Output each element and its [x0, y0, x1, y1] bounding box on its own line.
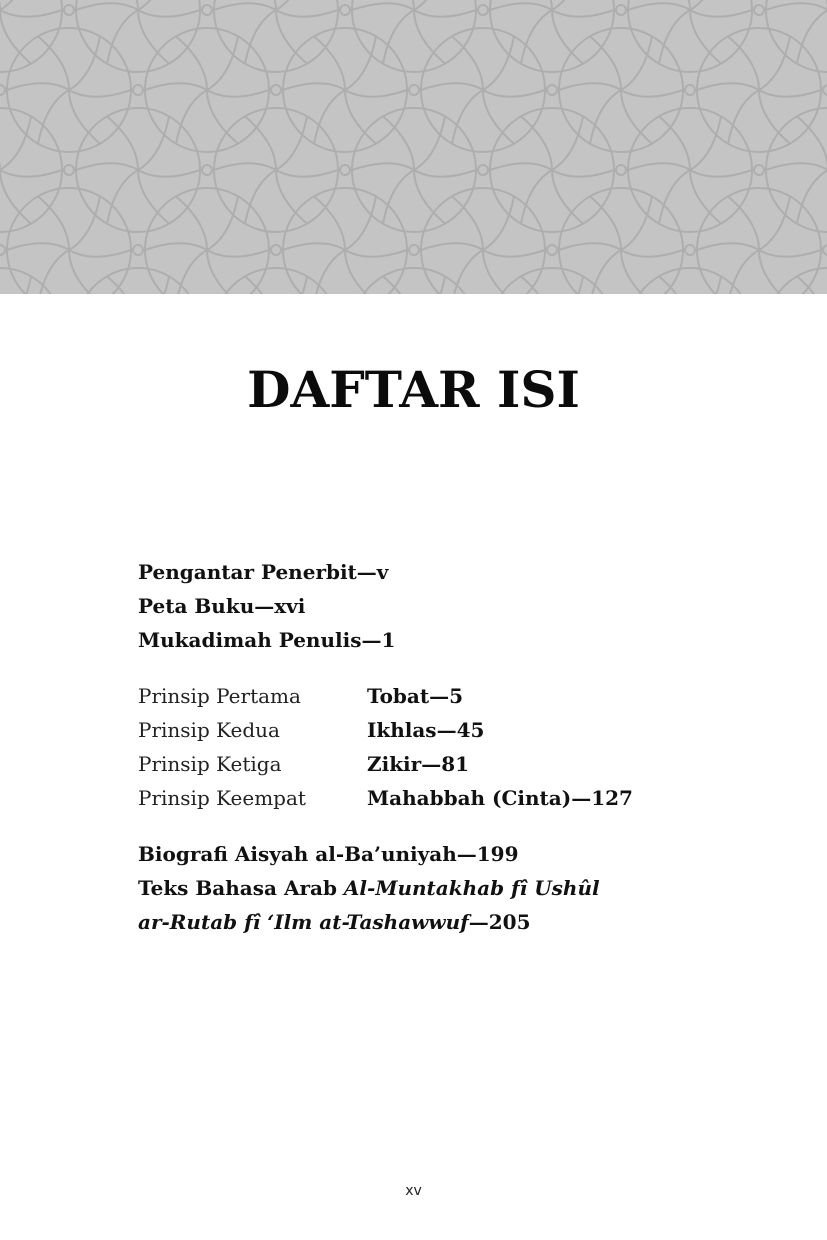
- principle-label: Prinsip Ketiga: [138, 752, 282, 776]
- principle-topic: Mahabbah (Cinta)—127: [367, 786, 633, 810]
- principles-list: [138, 679, 698, 815]
- pattern-dot: [616, 165, 626, 175]
- pattern-dot: [685, 245, 695, 255]
- front-matter-list: [138, 555, 698, 657]
- pattern-star: [766, 0, 827, 72]
- pattern-dot: [823, 245, 827, 255]
- toc-row-principle-2: [138, 713, 698, 747]
- geometric-pattern: [0, 0, 827, 294]
- pattern-dot: [202, 5, 212, 15]
- pattern-dot: [616, 5, 626, 15]
- pattern-dot: [409, 85, 419, 95]
- toc-row-principle-3: [138, 747, 698, 781]
- toc-entry-teks-arab-cont: [138, 905, 698, 939]
- pattern-dot: [685, 85, 695, 95]
- pattern-dot: [754, 5, 764, 15]
- pattern-dot: [202, 165, 212, 175]
- decorative-pattern-banner: [0, 0, 827, 294]
- pattern-dot: [64, 165, 74, 175]
- toc-row-principle-1: [138, 679, 698, 713]
- pattern-star: [76, 0, 200, 72]
- pattern-star: [0, 268, 62, 294]
- arabic-text-title-line1: Al-Muntakhab fî Ushûl: [343, 876, 600, 900]
- pattern-dot: [478, 165, 488, 175]
- arabic-text-page: —205: [468, 910, 531, 934]
- toc-entry-teks-arab: [138, 871, 698, 905]
- pattern-star: [766, 108, 827, 232]
- pattern-dot: [133, 85, 143, 95]
- arabic-text-title-line2: ar-Rutab fî ‘Ilm at-Tashawwuf: [138, 910, 469, 934]
- pattern-dot: [340, 5, 350, 15]
- pattern-star: [214, 0, 338, 72]
- page-number: xv: [405, 1183, 422, 1199]
- toc-entry-biografi: Biografi Aisyah al-Ba’uniyah—199: [138, 842, 519, 866]
- toc-entry-peta-buku: Peta Buku—xvi: [138, 594, 306, 618]
- pattern-dot: [0, 245, 5, 255]
- toc-entry-pengantar: Pengantar Penerbit—v: [138, 560, 389, 584]
- pattern-dot: [64, 5, 74, 15]
- pattern-dot: [271, 245, 281, 255]
- back-matter-list: [138, 837, 698, 939]
- pattern-dot: [271, 85, 281, 95]
- pattern-dot: [340, 165, 350, 175]
- pattern-dot: [823, 85, 827, 95]
- pattern-dot: [133, 245, 143, 255]
- principle-label: Prinsip Keempat: [138, 786, 306, 810]
- pattern-dot: [547, 245, 557, 255]
- pattern-dot: [409, 245, 419, 255]
- toc-row-principle-4: [138, 781, 698, 815]
- pattern-star: [0, 0, 62, 72]
- toc-entry-mukadimah: Mukadimah Penulis—1: [138, 628, 396, 652]
- principle-topic: Zikir—81: [367, 752, 470, 776]
- pattern-dot: [478, 5, 488, 15]
- pattern-dot: [0, 85, 5, 95]
- pattern-dot: [754, 165, 764, 175]
- principle-topic: Tobat—5: [367, 684, 464, 708]
- page-title: DAFTAR ISI: [247, 360, 580, 419]
- pattern-star: [628, 0, 752, 72]
- principle-label: Prinsip Pertama: [138, 684, 301, 708]
- pattern-dot: [547, 85, 557, 95]
- principle-topic: Ikhlas—45: [367, 718, 485, 742]
- table-of-contents: [138, 555, 698, 939]
- principle-label: Prinsip Kedua: [138, 718, 280, 742]
- arabic-text-prefix: Teks Bahasa Arab: [138, 876, 344, 900]
- pattern-star: [352, 0, 476, 72]
- pattern-star: [0, 108, 62, 232]
- pattern-star: [490, 0, 614, 72]
